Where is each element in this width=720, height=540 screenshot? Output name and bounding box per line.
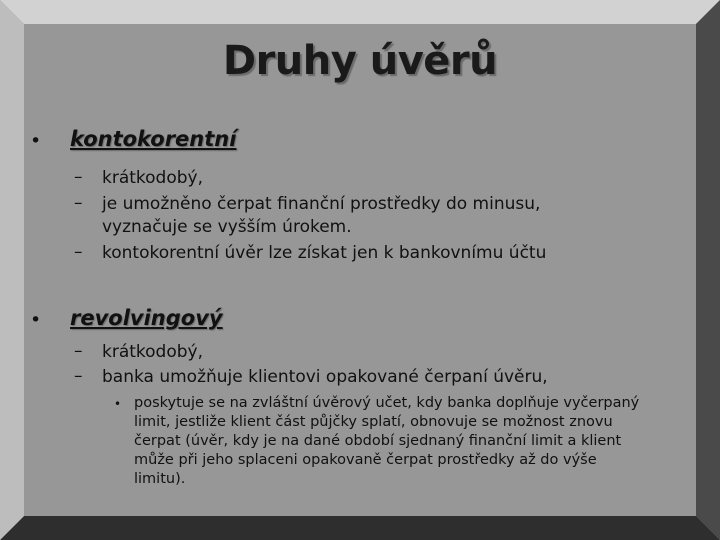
dash-marker: – bbox=[74, 366, 83, 386]
dash-marker: – bbox=[74, 242, 83, 262]
sub-item-line: limit, jestliže klient část půjčky splatí, obnovuje se možnost znovu bbox=[134, 414, 613, 430]
section-heading-revolvingovy: revolvingový bbox=[70, 306, 223, 330]
bullet-marker: • bbox=[30, 130, 42, 152]
sub-item-line: může při jeho splaceni opakovaně čerpat prostředky až do výše bbox=[134, 452, 597, 468]
dash-marker: – bbox=[74, 341, 83, 361]
list-item-continuation: vyznačuje se vyšším úrokem. bbox=[102, 217, 352, 237]
list-item: krátkodobý, bbox=[102, 342, 204, 362]
sub-item-line: limitu). bbox=[134, 471, 186, 487]
dash-marker: – bbox=[74, 193, 83, 213]
dash-marker: – bbox=[74, 167, 83, 187]
sub-item-line: poskytuje se na zvláštní úvěrový učet, kdy banka doplňuje vyčerpaný bbox=[134, 395, 640, 411]
bullet-marker: • bbox=[30, 309, 42, 331]
slide-title: Druhy úvěrů bbox=[222, 38, 498, 84]
section-heading-kontokorentni: kontokorentní bbox=[70, 127, 237, 151]
list-item: je umožněno čerpat finanční prostředky do minusu, bbox=[102, 194, 541, 214]
sub-item-paragraph bbox=[134, 394, 694, 489]
list-item: banka umožňuje klientovi opakované čerpaní úvěru, bbox=[102, 367, 548, 387]
small-bullet-marker: • bbox=[114, 397, 122, 411]
list-item: krátkodobý, bbox=[102, 168, 204, 188]
list-item: kontokorentní úvěr lze získat jen k bankovnímu účtu bbox=[102, 243, 547, 263]
sub-item-line: čerpat (úvěr, kdy je na dané období sjednaný finanční limit a klient bbox=[134, 433, 622, 449]
